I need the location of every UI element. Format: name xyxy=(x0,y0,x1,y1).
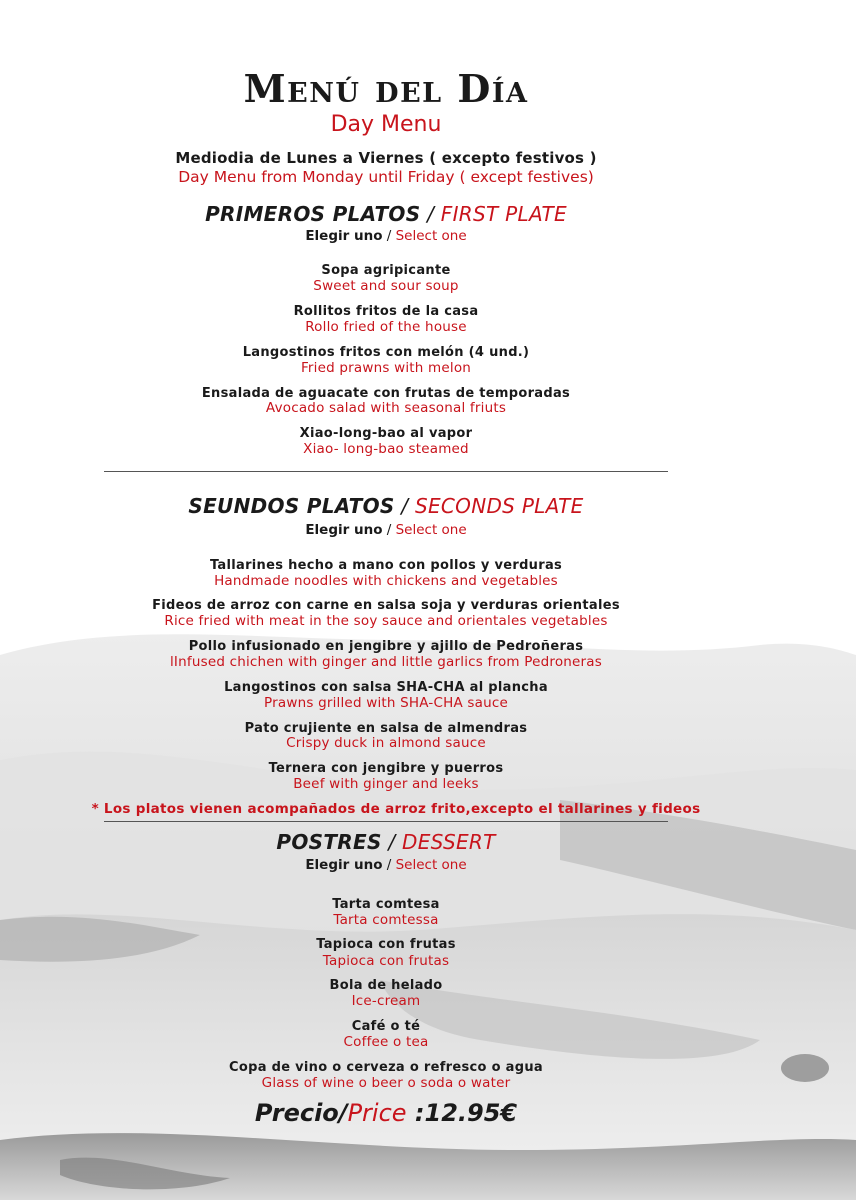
dish-name: Ensalada de aguacate con frutas de temporadas xyxy=(201,386,571,401)
dish-translation: Beef with ginger and leeks xyxy=(293,776,479,792)
dish-translation: lInfused chichen with ginger and little garlics from Pedroneras xyxy=(169,654,603,670)
hours-spanish: Mediodia de Lunes a Viernes ( excepto festivos ) xyxy=(175,149,597,167)
dish-translation: Fried prawns with melon xyxy=(300,360,472,376)
section-heading-first: PRIMEROS PLATOS / FIRST PLATE xyxy=(205,202,567,226)
section-heading-dessert: POSTRES / DESSERT xyxy=(276,830,496,854)
hours-english: Day Menu from Monday until Friday ( except festives) xyxy=(178,168,594,186)
menu-subtitle: Day Menu xyxy=(330,112,442,137)
heading-es: PRIMEROS PLATOS xyxy=(205,202,421,226)
dish-translation: Tarta comtessa xyxy=(333,912,439,928)
dish-name: Ternera con jengibre y puerros xyxy=(268,761,504,776)
dish-name: Tapioca con frutas xyxy=(316,937,456,952)
dish-name: Bola de helado xyxy=(329,978,443,993)
dish-translation: Rice fried with meat in the soy sauce and orientales vegetables xyxy=(164,613,608,629)
dish-translation: Ice-cream xyxy=(351,993,421,1009)
price-value: :12.95€ xyxy=(414,1099,518,1127)
dish-translation: Crispy duck in almond sauce xyxy=(286,735,486,751)
section-heading-second: SEUNDOS PLATOS / SECONDS PLATE xyxy=(188,494,584,518)
dish-translation: Avocado salad with seasonal friuts xyxy=(265,400,507,416)
section-divider xyxy=(104,821,668,822)
dish-name: Langostinos fritos con melón (4 und.) xyxy=(242,345,530,360)
dish-name: Pato crujiente en salsa de almendras xyxy=(244,721,528,736)
select-instruction: Elegir uno / Select one xyxy=(305,857,467,873)
dish-translation: Xiao- long-bao steamed xyxy=(303,441,469,457)
price-label-en: Price xyxy=(347,1099,407,1127)
dish-translation: Glass of wine o beer o soda o water xyxy=(261,1075,511,1091)
dish-name: Pollo infusionado en jengibre y ajillo de Pedroñeras xyxy=(188,639,584,654)
dish-translation: Coffee o tea xyxy=(343,1034,429,1050)
heading-en: DESSERT xyxy=(402,830,496,854)
price-label-es: Precio xyxy=(254,1099,339,1127)
dish-name: Langostinos con salsa SHA-CHA al plancha xyxy=(224,680,548,695)
select-instruction: Elegir uno / Select one xyxy=(305,228,467,244)
dish-name: Sopa agripicante xyxy=(321,263,451,278)
section-divider xyxy=(104,471,668,472)
heading-en: FIRST PLATE xyxy=(440,202,567,226)
dish-translation: Tapioca con frutas xyxy=(322,953,450,969)
dish-name: Café o té xyxy=(351,1019,421,1034)
menu-price: Precio/Price :12.95€ xyxy=(254,1099,518,1127)
dish-name: Rollitos fritos de la casa xyxy=(293,304,479,319)
heading-es: POSTRES xyxy=(276,830,382,854)
heading-en: SECONDS PLATE xyxy=(414,494,584,518)
dish-name: Xiao-long-bao al vapor xyxy=(299,426,473,441)
dish-name: Tarta comtesa xyxy=(332,897,440,912)
dish-translation: Sweet and sour soup xyxy=(313,278,459,294)
side-dish-note: * Los platos vienen acompañados de arroz frito,excepto el tallarines y fideos xyxy=(91,801,701,817)
menu-title: Menú del Día xyxy=(243,66,529,111)
heading-es: SEUNDOS PLATOS xyxy=(188,494,395,518)
dish-name: Tallarines hecho a mano con pollos y verduras xyxy=(209,558,563,573)
dish-translation: Handmade noodles with chickens and vegetables xyxy=(214,573,558,589)
dish-name: Fideos de arroz con carne en salsa soja y verduras orientales xyxy=(152,598,620,613)
dish-translation: Prawns grilled with SHA-CHA sauce xyxy=(264,695,508,711)
select-instruction: Elegir uno / Select one xyxy=(305,522,467,538)
dish-name: Copa de vino o cerveza o refresco o agua xyxy=(229,1060,543,1075)
dish-translation: Rollo fried of the house xyxy=(305,319,467,335)
